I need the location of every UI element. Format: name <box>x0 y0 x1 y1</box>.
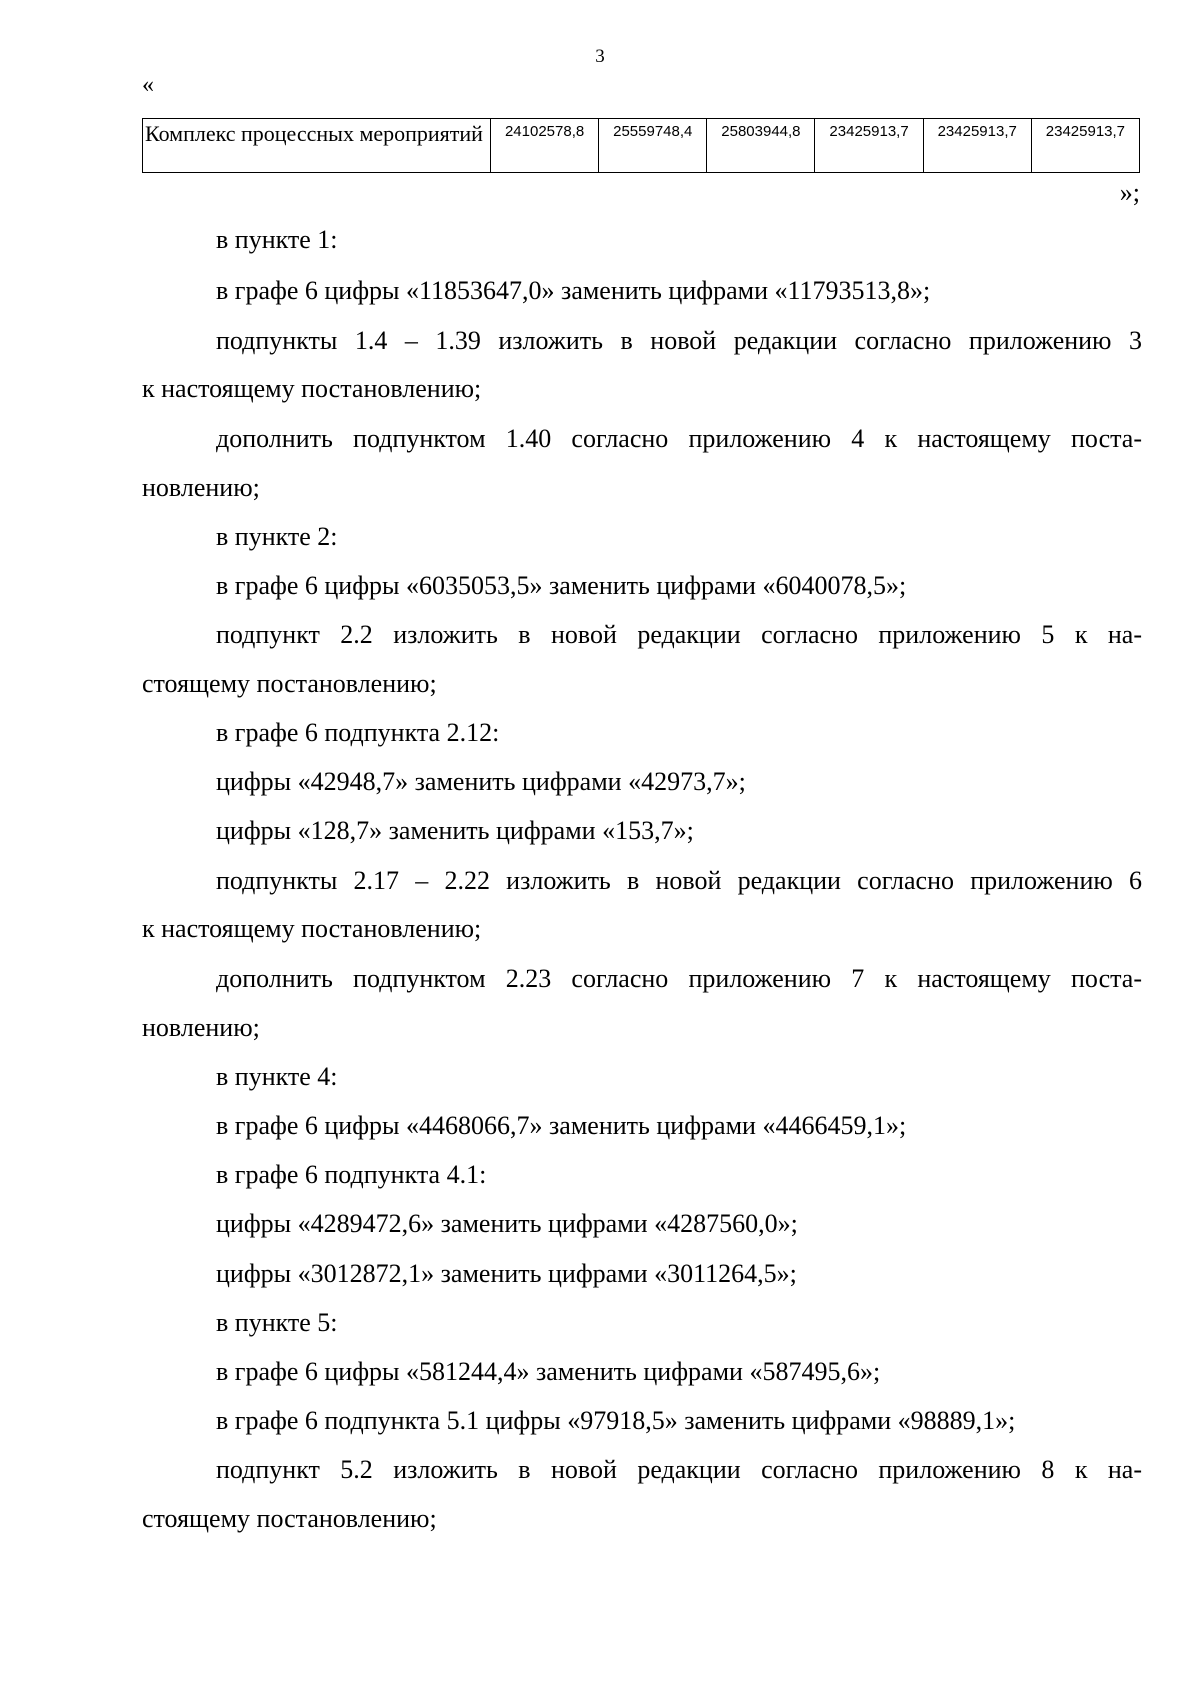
closing-quote-mark: »; <box>1119 178 1140 207</box>
table-value-cell: 23425913,7 <box>1031 119 1139 173</box>
text-line: в пункте 2: <box>216 522 338 551</box>
text-line: стоящему постановлению; <box>142 669 437 698</box>
text-line: в графе 6 подпункта 2.12: <box>216 718 500 747</box>
text-line: к настоящему постановлению; <box>142 914 482 943</box>
text-line: дополнить подпунктом 1.40 согласно приложению 4 к настоящему поста- <box>216 424 1142 453</box>
text-line: в графе 6 цифры «581244,4» заменить цифрами «587495,6»; <box>216 1357 881 1386</box>
summary-table <box>142 118 1140 173</box>
text-line: дополнить подпунктом 2.23 согласно приложению 7 к настоящему поста- <box>216 964 1142 993</box>
text-line: в графе 6 подпункта 4.1: <box>216 1160 487 1189</box>
text-line: в графе 6 цифры «4468066,7» заменить цифрами «4466459,1»; <box>216 1111 907 1140</box>
text-line: цифры «3012872,1» заменить цифрами «3011264,5»; <box>216 1259 797 1288</box>
text-line: подпункт 5.2 изложить в новой редакции согласно приложению 8 к на- <box>216 1455 1142 1484</box>
text-line: в пункте 1: <box>216 225 338 254</box>
opening-quote-mark: « <box>142 72 154 98</box>
text-line: к настоящему постановлению; <box>142 374 482 403</box>
text-line: подпункты 2.17 – 2.22 изложить в новой редакции согласно приложению 6 <box>216 866 1142 895</box>
text-line: новлению; <box>142 473 260 502</box>
text-line: в пункте 4: <box>216 1062 338 1091</box>
text-line: подпункты 1.4 – 1.39 изложить в новой редакции согласно приложению 3 <box>216 326 1142 355</box>
text-line: в графе 6 цифры «11853647,0» заменить цифрами «11793513,8»; <box>216 276 931 305</box>
text-line: цифры «128,7» заменить цифрами «153,7»; <box>216 816 694 845</box>
table-value-cell: 25803944,8 <box>707 119 815 173</box>
table-row <box>143 119 1140 173</box>
table-value-cell: 24102578,8 <box>491 119 599 173</box>
text-line: новлению; <box>142 1013 260 1042</box>
text-line: в графе 6 цифры «6035053,5» заменить цифрами «6040078,5»; <box>216 571 907 600</box>
text-line: в пункте 5: <box>216 1308 338 1337</box>
table-value-cell: 23425913,7 <box>923 119 1031 173</box>
text-line: в графе 6 подпункта 5.1 цифры «97918,5» заменить цифрами «98889,1»; <box>216 1406 1016 1435</box>
table-value-cell: 25559748,4 <box>599 119 707 173</box>
table-label-cell: Комплекс процессных мероприятий <box>143 119 491 173</box>
table-value-cell: 23425913,7 <box>815 119 923 173</box>
text-line: цифры «4289472,6» заменить цифрами «4287560,0»; <box>216 1209 798 1238</box>
text-line: стоящему постановлению; <box>142 1504 437 1533</box>
page-number: 3 <box>595 46 605 67</box>
text-line: подпункт 2.2 изложить в новой редакции согласно приложению 5 к на- <box>216 620 1142 649</box>
text-line: цифры «42948,7» заменить цифрами «42973,7»; <box>216 767 746 796</box>
